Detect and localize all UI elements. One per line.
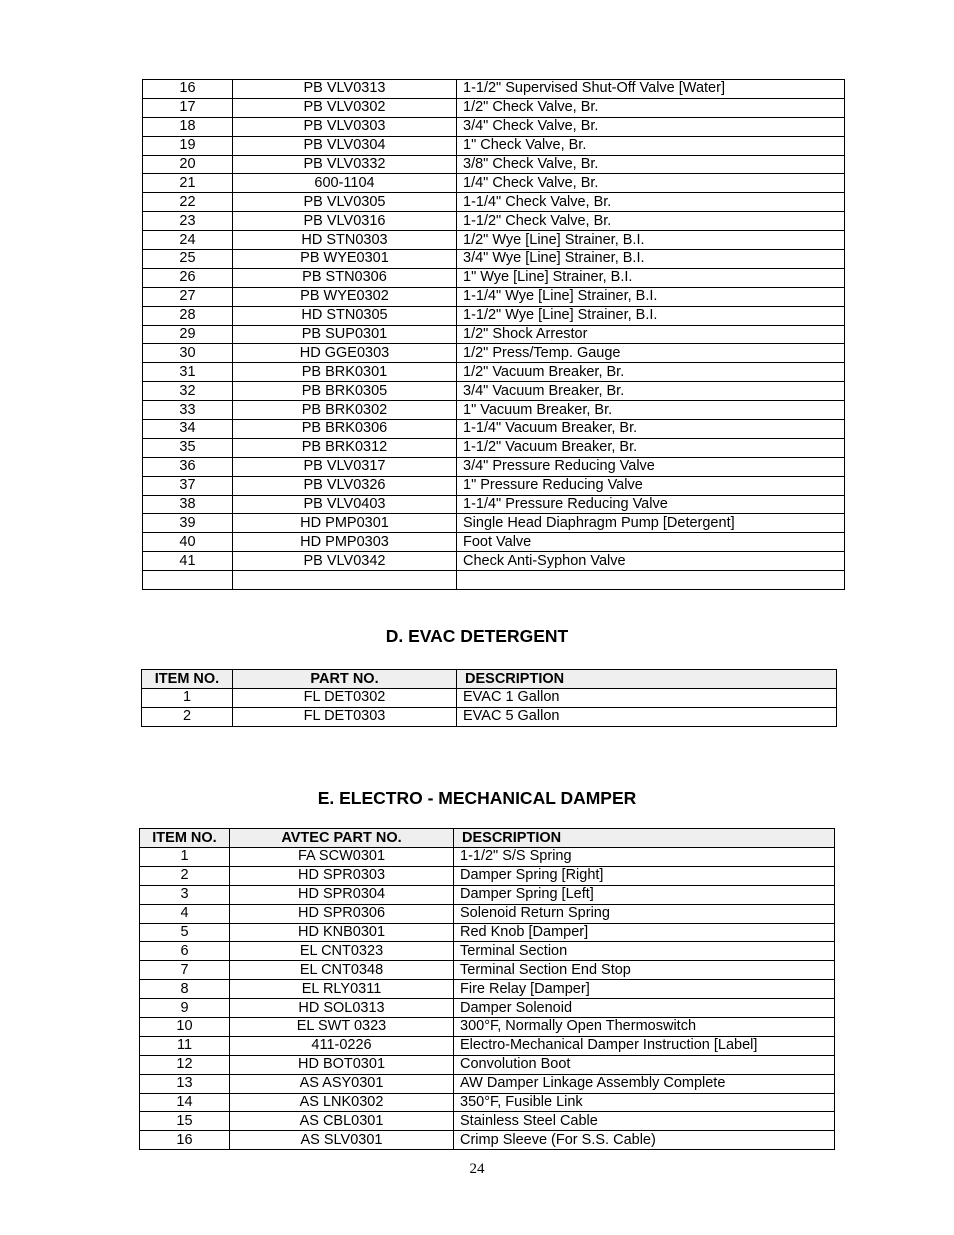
item-no-cell: 19 — [143, 136, 233, 155]
item-no-cell: 36 — [143, 457, 233, 476]
section-d-heading: D. EVAC DETERGENT — [385, 626, 569, 646]
table-row — [140, 961, 835, 980]
part-no-cell: AS LNK0302 — [230, 1093, 454, 1112]
description-cell: Check Anti-Syphon Valve — [457, 552, 845, 571]
table-row — [143, 117, 845, 136]
part-no-cell: FL DET0302 — [233, 689, 457, 708]
description-cell: 1/2" Vacuum Breaker, Br. — [457, 363, 845, 382]
table-row — [143, 250, 845, 269]
damper-parts-table — [139, 828, 835, 1150]
part-no-cell: HD KNB0301 — [230, 923, 454, 942]
item-no-cell: 6 — [140, 942, 230, 961]
item-no-cell: 12 — [140, 1055, 230, 1074]
part-no-cell: PB BRK0306 — [233, 420, 457, 439]
part-no-cell: PB VLV0332 — [233, 155, 457, 174]
table-row — [143, 495, 845, 514]
item-no-cell: 20 — [143, 155, 233, 174]
description-cell: Damper Spring [Right] — [454, 866, 835, 885]
part-no-cell: HD PMP0303 — [233, 533, 457, 552]
item-no-cell: 18 — [143, 117, 233, 136]
table-row — [140, 980, 835, 999]
part-no-cell: PB STN0306 — [233, 268, 457, 287]
item-no-cell: 16 — [143, 80, 233, 99]
description-cell: Convolution Boot — [454, 1055, 835, 1074]
description-cell: Stainless Steel Cable — [454, 1112, 835, 1131]
part-no-cell: PB VLV0303 — [233, 117, 457, 136]
description-cell: 1/2" Wye [Line] Strainer, B.I. — [457, 231, 845, 250]
column-header-item-no: ITEM NO. — [140, 829, 230, 848]
part-no-cell: PB VLV0326 — [233, 476, 457, 495]
description-cell: EVAC 1 Gallon — [457, 689, 837, 708]
description-cell: 1/2" Shock Arrestor — [457, 325, 845, 344]
description-cell: EVAC 5 Gallon — [457, 707, 837, 726]
table-row — [143, 155, 845, 174]
table-row — [140, 923, 835, 942]
table-row — [143, 363, 845, 382]
description-cell: Fire Relay [Damper] — [454, 980, 835, 999]
part-no-cell: PB SUP0301 — [233, 325, 457, 344]
item-no-cell: 38 — [143, 495, 233, 514]
table-row — [143, 231, 845, 250]
table-row — [143, 457, 845, 476]
item-no-cell: 26 — [143, 268, 233, 287]
table-row — [143, 212, 845, 231]
part-no-cell: PB VLV0403 — [233, 495, 457, 514]
table-row — [140, 1112, 835, 1131]
table-row — [143, 306, 845, 325]
part-no-cell: EL RLY0311 — [230, 980, 454, 999]
description-cell: 3/8" Check Valve, Br. — [457, 155, 845, 174]
description-cell: 350°F, Fusible Link — [454, 1093, 835, 1112]
item-no-cell: 9 — [140, 999, 230, 1018]
table-row — [140, 1055, 835, 1074]
item-no-cell: 34 — [143, 420, 233, 439]
description-cell: 1-1/2" Vacuum Breaker, Br. — [457, 438, 845, 457]
description-cell: Damper Spring [Left] — [454, 885, 835, 904]
part-no-cell: PB VLV0342 — [233, 552, 457, 571]
parts-table-continued — [142, 79, 845, 590]
section-e-heading: E. ELECTRO - MECHANICAL DAMPER — [317, 788, 637, 808]
item-no-cell: 41 — [143, 552, 233, 571]
item-no-cell: 5 — [140, 923, 230, 942]
damper-parts-table-body — [140, 848, 835, 1150]
part-no-cell: PB VLV0313 — [233, 80, 457, 99]
item-no-cell: 13 — [140, 1074, 230, 1093]
parts-table-body — [143, 80, 845, 590]
table-row — [140, 1036, 835, 1055]
description-cell: 1-1/2" Check Valve, Br. — [457, 212, 845, 231]
description-cell: 1-1/4" Pressure Reducing Valve — [457, 495, 845, 514]
table-row — [143, 382, 845, 401]
description-cell: 1-1/2" Wye [Line] Strainer, B.I. — [457, 306, 845, 325]
item-no-cell: 35 — [143, 438, 233, 457]
item-no-cell: 7 — [140, 961, 230, 980]
item-no-cell: 10 — [140, 1018, 230, 1037]
part-no-cell: PB VLV0302 — [233, 98, 457, 117]
item-no-cell: 11 — [140, 1036, 230, 1055]
item-no-cell: 14 — [140, 1093, 230, 1112]
description-cell: 1/2" Press/Temp. Gauge — [457, 344, 845, 363]
table-row — [143, 98, 845, 117]
description-cell: 1-1/2" Supervised Shut-Off Valve [Water] — [457, 80, 845, 99]
table-row — [143, 401, 845, 420]
part-no-cell: 411-0226 — [230, 1036, 454, 1055]
part-no-cell: HD STN0305 — [233, 306, 457, 325]
description-cell: 300°F, Normally Open Thermoswitch — [454, 1018, 835, 1037]
description-cell: Foot Valve — [457, 533, 845, 552]
part-no-cell: AS CBL0301 — [230, 1112, 454, 1131]
description-cell: Electro-Mechanical Damper Instruction [Label] — [454, 1036, 835, 1055]
description-cell: 1-1/4" Wye [Line] Strainer, B.I. — [457, 287, 845, 306]
column-header-description: DESCRIPTION — [457, 670, 837, 689]
table-row — [143, 193, 845, 212]
table-row — [143, 136, 845, 155]
table-row — [140, 999, 835, 1018]
table-row — [142, 689, 837, 708]
item-no-cell: 29 — [143, 325, 233, 344]
part-no-cell: PB BRK0305 — [233, 382, 457, 401]
part-no-cell: AS SLV0301 — [230, 1131, 454, 1150]
table-row — [142, 707, 837, 726]
description-cell: 1" Pressure Reducing Valve — [457, 476, 845, 495]
part-no-cell: 600-1104 — [233, 174, 457, 193]
item-no-cell: 33 — [143, 401, 233, 420]
table-row — [143, 552, 845, 571]
item-no-cell — [143, 571, 233, 590]
item-no-cell: 17 — [143, 98, 233, 117]
description-cell: Solenoid Return Spring — [454, 904, 835, 923]
item-no-cell: 22 — [143, 193, 233, 212]
table-row — [143, 533, 845, 552]
description-cell: 3/4" Vacuum Breaker, Br. — [457, 382, 845, 401]
item-no-cell: 2 — [142, 707, 233, 726]
column-header-item-no: ITEM NO. — [142, 670, 233, 689]
item-no-cell: 1 — [142, 689, 233, 708]
item-no-cell: 27 — [143, 287, 233, 306]
evac-detergent-table — [141, 669, 837, 727]
part-no-cell: HD SOL0313 — [230, 999, 454, 1018]
description-cell: 1-1/4" Vacuum Breaker, Br. — [457, 420, 845, 439]
item-no-cell: 31 — [143, 363, 233, 382]
description-cell: 1-1/2" S/S Spring — [454, 848, 835, 867]
table-header-row — [142, 670, 837, 689]
description-cell: Damper Solenoid — [454, 999, 835, 1018]
item-no-cell: 4 — [140, 904, 230, 923]
table-row — [143, 268, 845, 287]
item-no-cell: 39 — [143, 514, 233, 533]
description-cell: 3/4" Check Valve, Br. — [457, 117, 845, 136]
part-no-cell: AS ASY0301 — [230, 1074, 454, 1093]
part-no-cell: HD SPR0303 — [230, 866, 454, 885]
column-header-part-no: PART NO. — [233, 670, 457, 689]
part-no-cell: PB VLV0305 — [233, 193, 457, 212]
item-no-cell: 40 — [143, 533, 233, 552]
column-header-avtec-part-no: AVTEC PART NO. — [230, 829, 454, 848]
table-row — [140, 1074, 835, 1093]
table-row — [140, 1093, 835, 1112]
description-cell: Terminal Section — [454, 942, 835, 961]
table-row — [143, 344, 845, 363]
item-no-cell: 21 — [143, 174, 233, 193]
part-no-cell: HD GGE0303 — [233, 344, 457, 363]
part-no-cell: PB VLV0316 — [233, 212, 457, 231]
description-cell: 1/4" Check Valve, Br. — [457, 174, 845, 193]
description-cell: Crimp Sleeve (For S.S. Cable) — [454, 1131, 835, 1150]
description-cell: 3/4" Wye [Line] Strainer, B.I. — [457, 250, 845, 269]
part-no-cell: HD BOT0301 — [230, 1055, 454, 1074]
part-no-cell: PB BRK0302 — [233, 401, 457, 420]
item-no-cell: 16 — [140, 1131, 230, 1150]
table-header-row — [140, 829, 835, 848]
description-cell: Red Knob [Damper] — [454, 923, 835, 942]
item-no-cell: 30 — [143, 344, 233, 363]
description-cell: Terminal Section End Stop — [454, 961, 835, 980]
table-row — [143, 514, 845, 533]
table-row — [140, 1131, 835, 1150]
table-row — [140, 848, 835, 867]
item-no-cell: 3 — [140, 885, 230, 904]
description-cell: 1-1/4" Check Valve, Br. — [457, 193, 845, 212]
part-no-cell: HD STN0303 — [233, 231, 457, 250]
description-cell: AW Damper Linkage Assembly Complete — [454, 1074, 835, 1093]
item-no-cell: 1 — [140, 848, 230, 867]
item-no-cell: 8 — [140, 980, 230, 999]
description-cell: 1" Vacuum Breaker, Br. — [457, 401, 845, 420]
part-no-cell: PB WYE0302 — [233, 287, 457, 306]
item-no-cell: 25 — [143, 250, 233, 269]
page-number: 24 — [469, 1161, 485, 1177]
item-no-cell: 2 — [140, 866, 230, 885]
description-cell: 1/2" Check Valve, Br. — [457, 98, 845, 117]
part-no-cell: EL CNT0323 — [230, 942, 454, 961]
table-row — [140, 885, 835, 904]
item-no-cell: 32 — [143, 382, 233, 401]
part-no-cell: EL SWT 0323 — [230, 1018, 454, 1037]
table-row — [143, 174, 845, 193]
table-row — [143, 325, 845, 344]
table-row — [143, 420, 845, 439]
evac-detergent-table-body — [142, 689, 837, 727]
item-no-cell: 23 — [143, 212, 233, 231]
description-cell: 1" Check Valve, Br. — [457, 136, 845, 155]
description-cell: Single Head Diaphragm Pump [Detergent] — [457, 514, 845, 533]
part-no-cell: PB VLV0304 — [233, 136, 457, 155]
part-no-cell: FL DET0303 — [233, 707, 457, 726]
table-row — [143, 287, 845, 306]
part-no-cell: PB BRK0301 — [233, 363, 457, 382]
table-row — [140, 904, 835, 923]
description-cell: 3/4" Pressure Reducing Valve — [457, 457, 845, 476]
column-header-description: DESCRIPTION — [454, 829, 835, 848]
description-cell: 1" Wye [Line] Strainer, B.I. — [457, 268, 845, 287]
table-row — [140, 942, 835, 961]
part-no-cell: PB VLV0317 — [233, 457, 457, 476]
item-no-cell: 37 — [143, 476, 233, 495]
part-no-cell: FA SCW0301 — [230, 848, 454, 867]
table-row — [143, 476, 845, 495]
item-no-cell: 28 — [143, 306, 233, 325]
table-row — [143, 571, 845, 590]
part-no-cell: PB WYE0301 — [233, 250, 457, 269]
part-no-cell: HD SPR0304 — [230, 885, 454, 904]
part-no-cell: HD SPR0306 — [230, 904, 454, 923]
table-row — [143, 80, 845, 99]
table-row — [143, 438, 845, 457]
part-no-cell — [233, 571, 457, 590]
part-no-cell: PB BRK0312 — [233, 438, 457, 457]
item-no-cell: 15 — [140, 1112, 230, 1131]
part-no-cell: HD PMP0301 — [233, 514, 457, 533]
table-row — [140, 866, 835, 885]
part-no-cell: EL CNT0348 — [230, 961, 454, 980]
description-cell — [457, 571, 845, 590]
item-no-cell: 24 — [143, 231, 233, 250]
table-row — [140, 1018, 835, 1037]
